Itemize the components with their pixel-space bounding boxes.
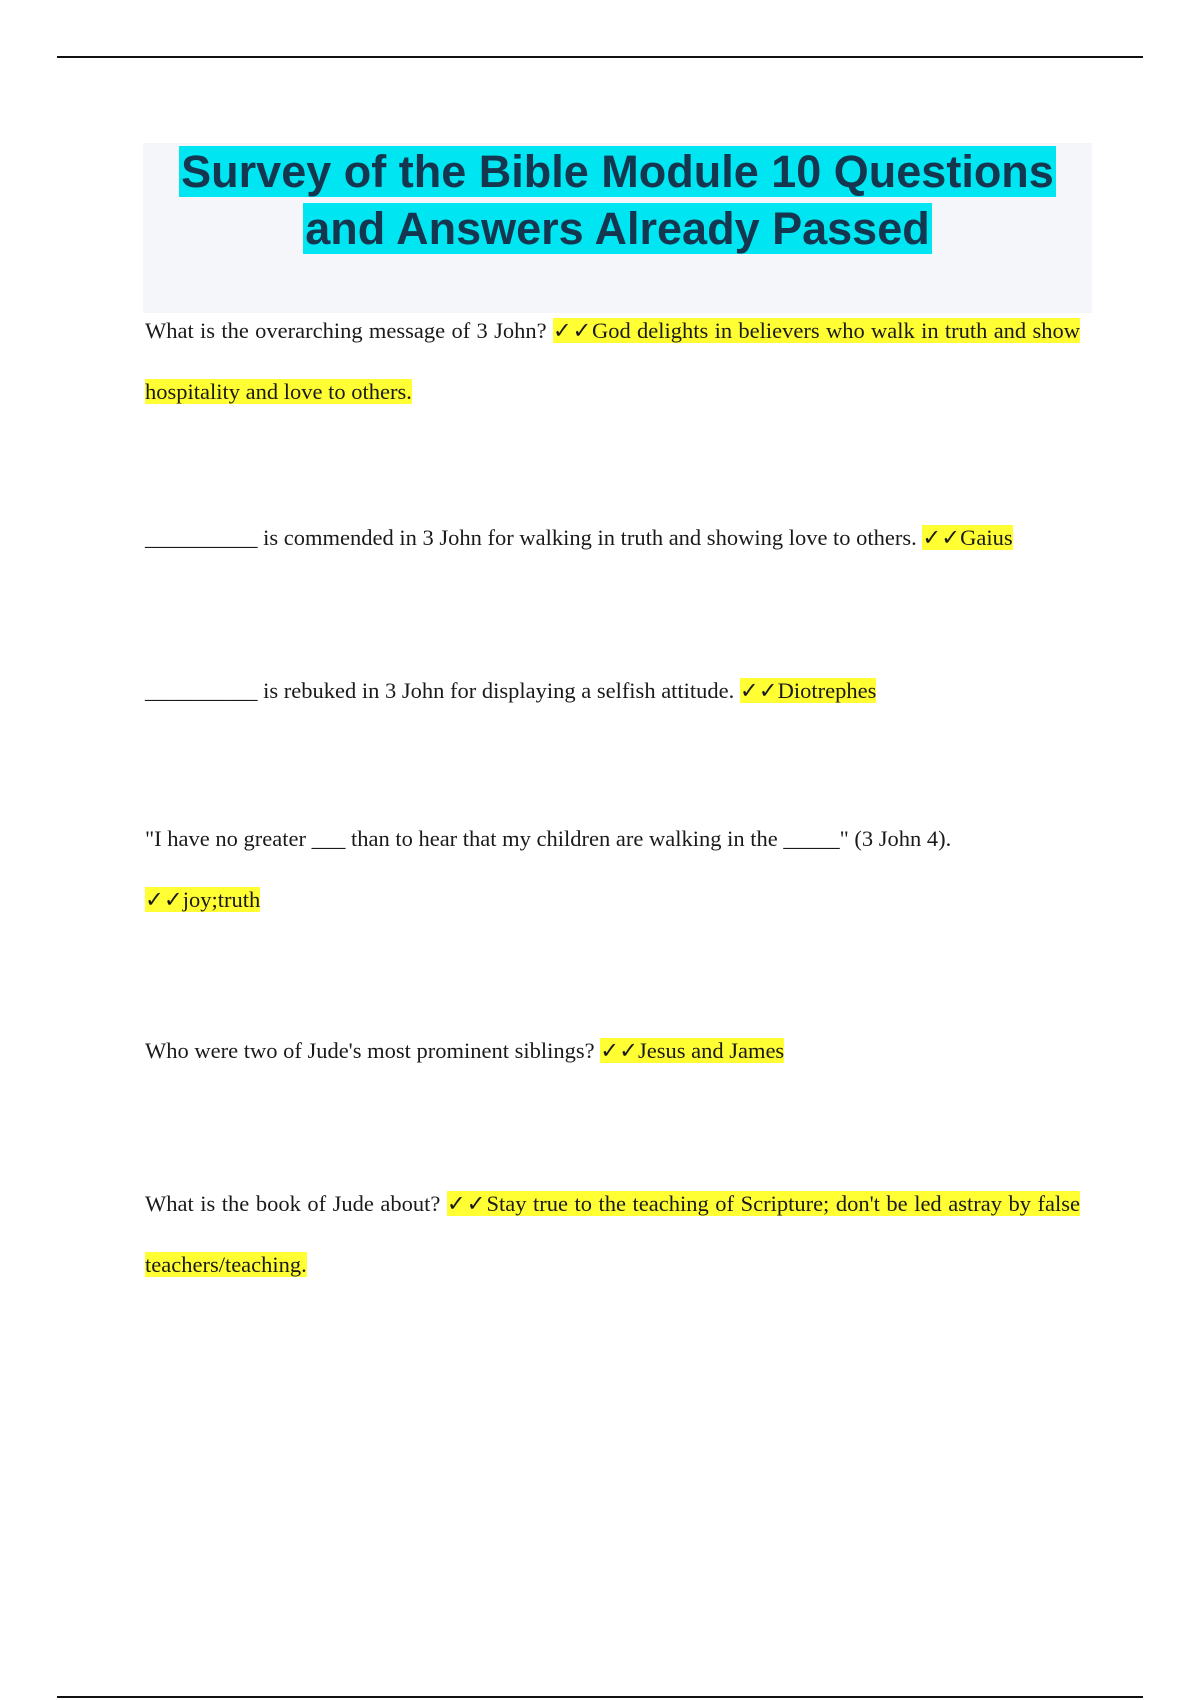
title-line-2: and Answers Already Passed: [305, 203, 930, 254]
qa-item: [145, 1020, 1080, 1081]
qa-item: [145, 660, 1080, 721]
bottom-rule: [57, 1696, 1143, 1698]
document-title: [143, 143, 1092, 257]
answer-text: ✓✓Stay true to the teaching of Scripture; don't be led astray by false teachers/teaching.: [145, 1191, 1080, 1277]
answer-text: ✓✓Diotrephes: [739, 678, 877, 703]
qa-item: [145, 808, 1080, 930]
qa-item: [145, 1173, 1080, 1295]
title-panel: [143, 143, 1092, 313]
qa-item: [145, 507, 1080, 568]
title-line-1: Survey of the Bible Module 10 Questions: [181, 146, 1054, 197]
qa-item: [145, 300, 1080, 422]
answer-text: ✓✓Jesus and James: [600, 1038, 785, 1063]
answer-text: ✓✓God delights in believers who walk in truth and show hospitality and love to others.: [145, 318, 1081, 404]
question-text: "I have no greater ___ than to hear that my children are walking in the _____" (3 John 4).: [145, 826, 952, 851]
question-text: What is the book of Jude about?: [145, 1191, 447, 1216]
question-text: Who were two of Jude's most prominent siblings?: [145, 1038, 601, 1063]
question-text: __________ is commended in 3 John for walking in truth and showing love to others.: [145, 525, 923, 550]
answer-text: ✓✓Gaius: [922, 525, 1013, 550]
question-text: What is the overarching message of 3 John?: [145, 318, 553, 343]
question-text: __________ is rebuked in 3 John for displaying a selfish attitude.: [145, 678, 740, 703]
top-rule: [57, 56, 1143, 58]
answer-text: ✓✓joy;truth: [145, 887, 261, 912]
